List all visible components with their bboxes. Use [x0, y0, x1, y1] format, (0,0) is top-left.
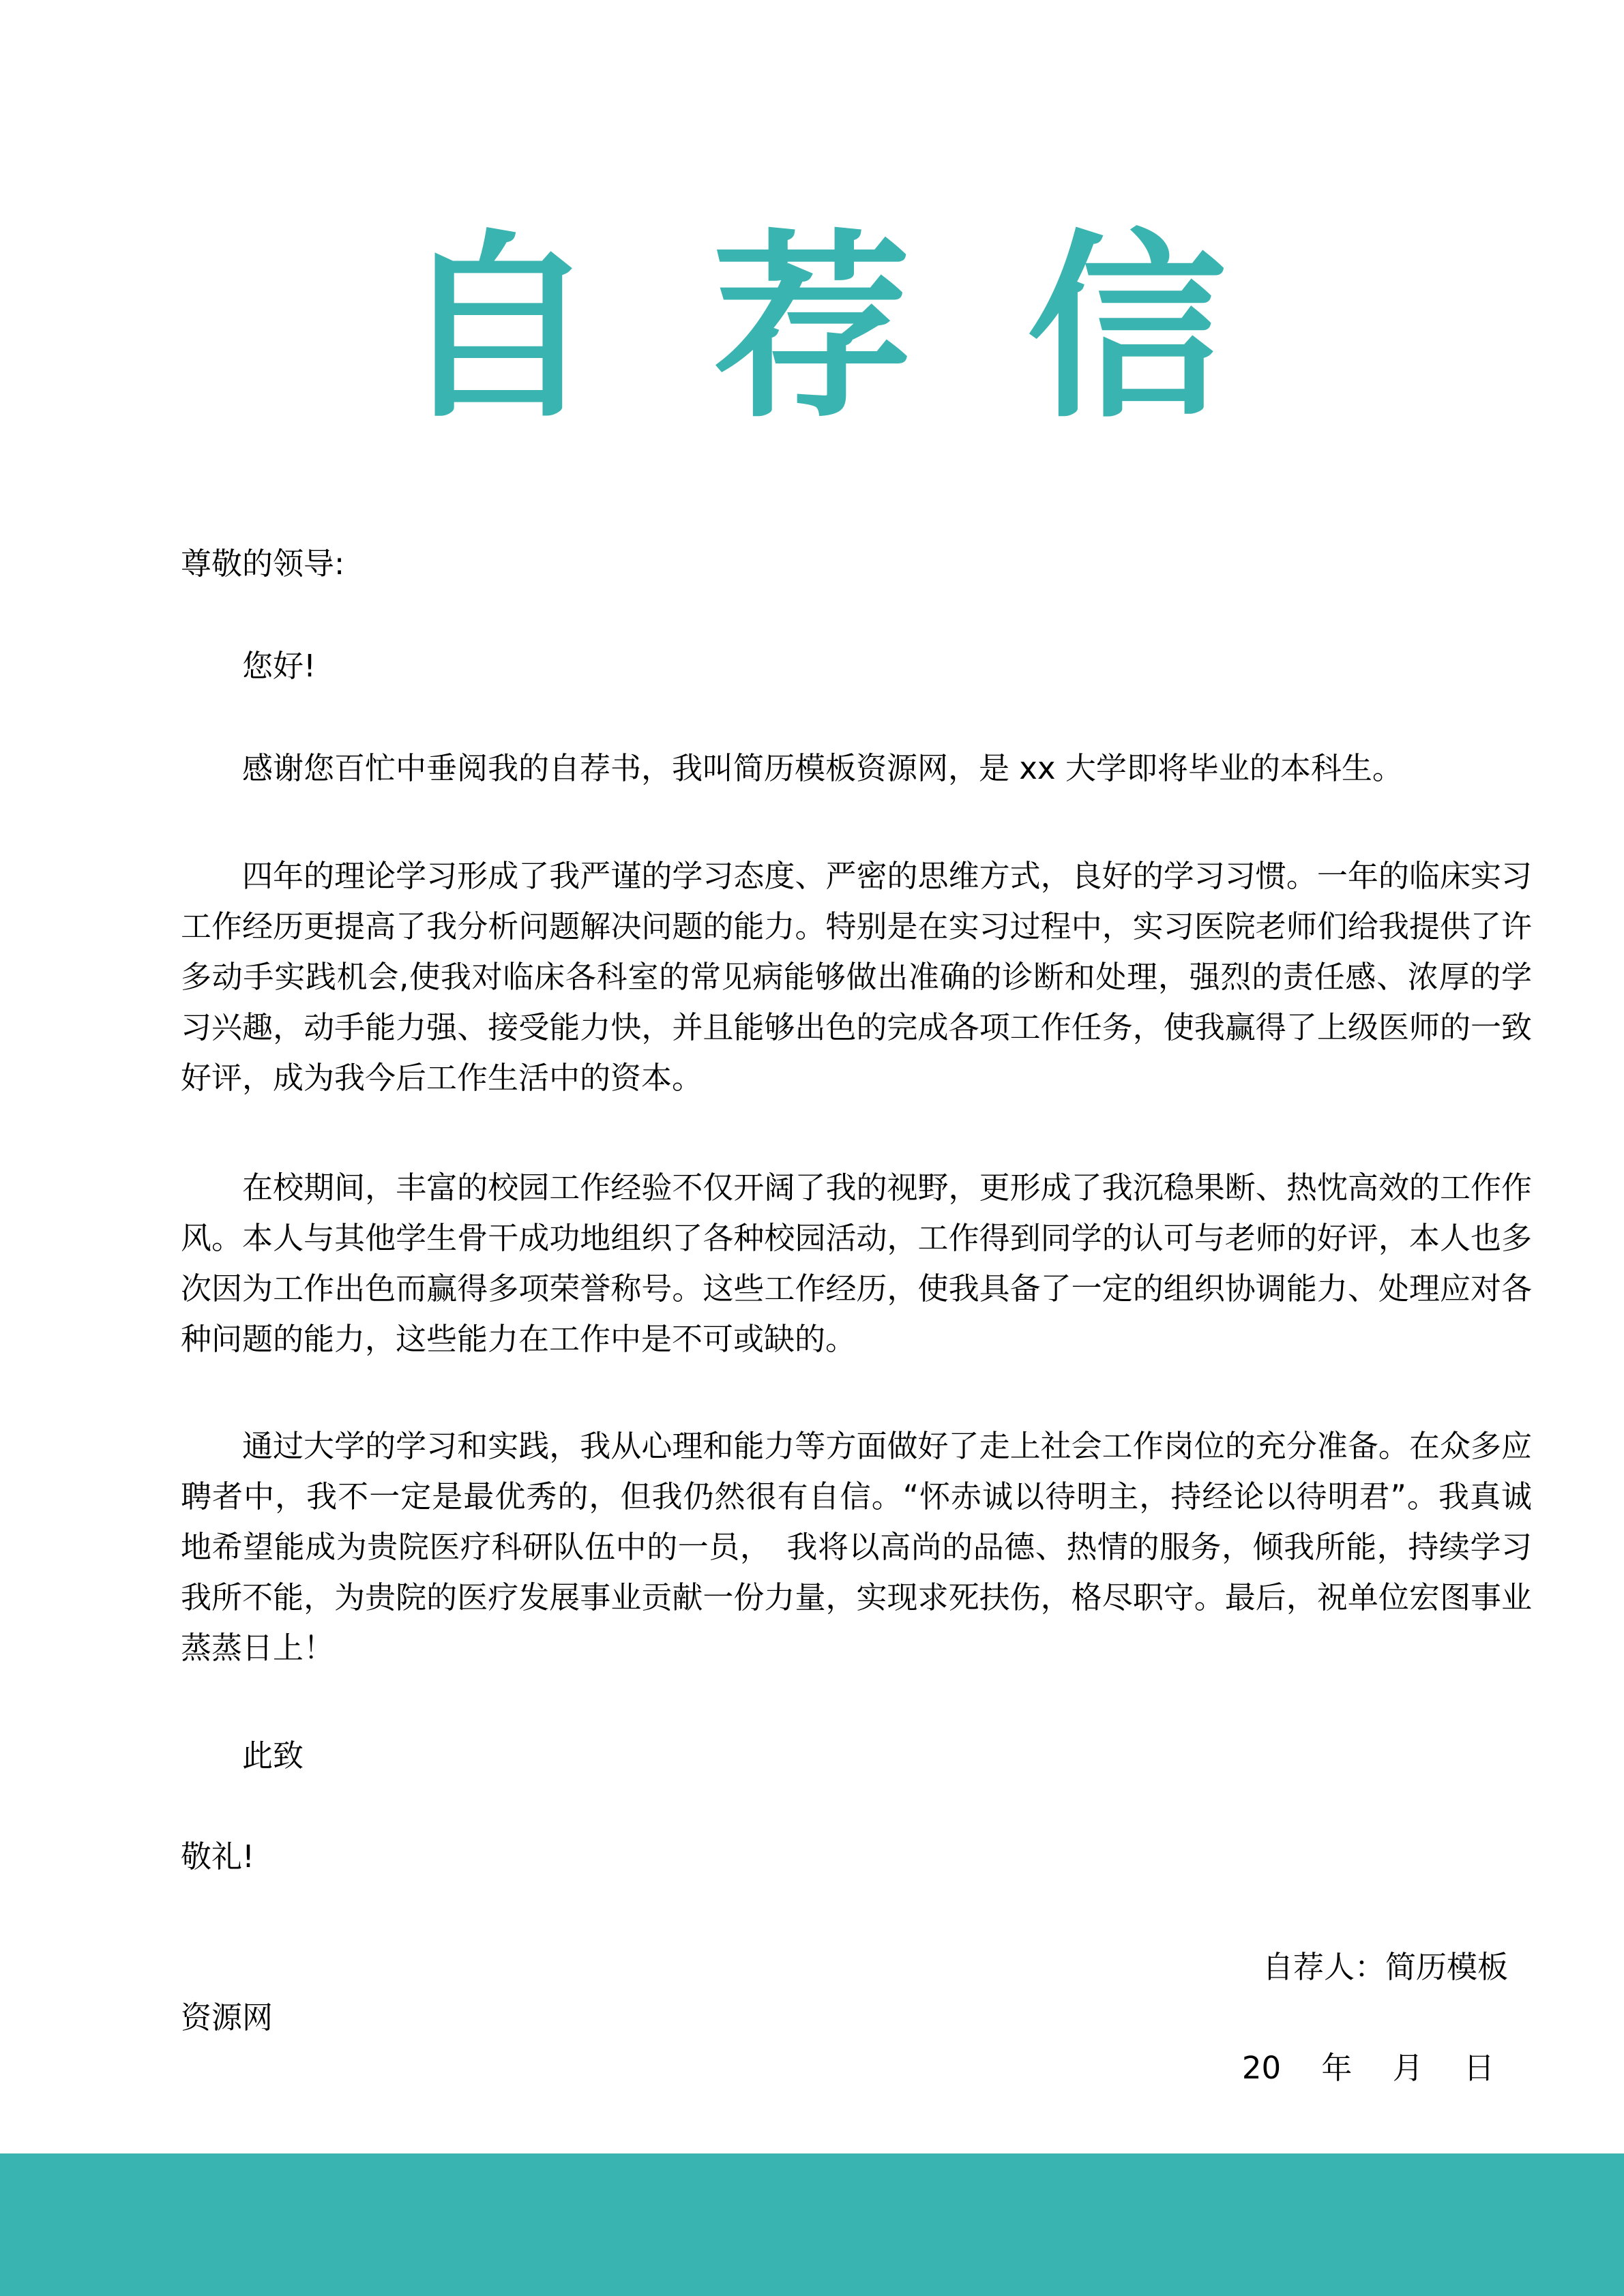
date-line: 20 年 月 日 — [1241, 2050, 1494, 2086]
salutation: 尊敬的领导: — [181, 546, 345, 582]
footer-accent-bar — [0, 2153, 1624, 2296]
closing-salute: 敬礼! — [181, 1838, 255, 1875]
closing-respectfully: 此致 — [242, 1738, 304, 1774]
paragraph-intro: 感谢您百忙中垂阅我的自荐书，我叫简历模板资源网，是 xx 大学即将毕业的本科生。 — [242, 750, 1403, 786]
paragraph-study-internship: 四年的理论学习形成了我严谨的学习态度、严密的思维方式，良好的学习习惯。一年的临床实习工作经历更提高了我分析问题解决问题的能力。特别是在实习过程中，实习医院老师们给我提供了许多动手实践机会,使我对临床各科室的常见病能够做出准确的诊断和处理，强烈的责任感、浓厚的学习兴趣，动手能力强、接受能力快，并且能够出色的完成各项工作任务，使我赢得了上级医师的一致好评，成为我今后工作生活中的资本。 — [181, 858, 1532, 1096]
paragraph-campus-experience: 在校期间，丰富的校园工作经验不仅开阔了我的视野，更形成了我沉稳果断、热忱高效的工作作风。本人与其他学生骨干成功地组织了各种校园活动，工作得到同学的认可与老师的好评，本人也多次因为工作出色而赢得多项荣誉称号。这些工作经历，使我具备了一定的组织协调能力、处理应对各种问题的能力，这些能力在工作中是不可或缺的。 — [181, 1169, 1532, 1357]
date-clip-region — [181, 2043, 1532, 2086]
signature-line-2: 资源网 — [181, 1999, 274, 2036]
page-title: 自荐信 — [398, 213, 1342, 445]
greeting: 您好! — [242, 648, 316, 684]
paragraph-aspiration: 通过大学的学习和实践，我从心理和能力等方面做好了走上社会工作岗位的充分准备。在众多应聘者中，我不一定是最优秀的，但我仍然很有自信。“怀赤诚以待明主，持经论以待明君”。我真诚地希望能成为贵院医疗科研队伍中的一员， 我将以高尚的品德、热情的服务，倾我所能，持续学习我所不能，为贵院的医疗发展事业贡献一份力量，实现求死扶伤，格尽职守。最后，祝单位宏图事业蒸蒸日上！ — [181, 1428, 1532, 1666]
signature-line-1: 自荐人：简历模板 — [1262, 1949, 1508, 1985]
